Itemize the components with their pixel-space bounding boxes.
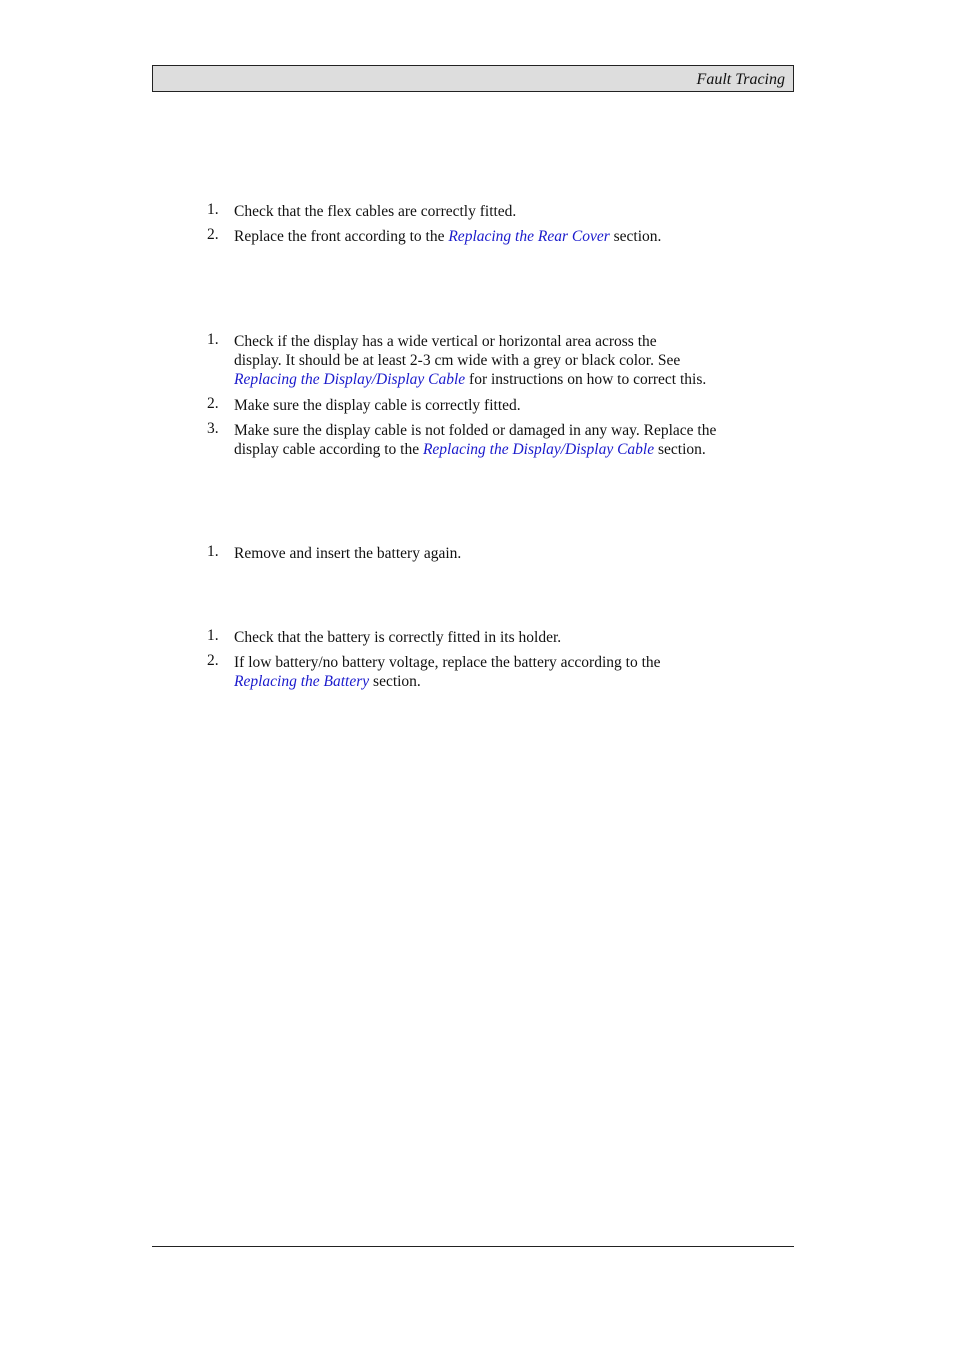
step-number: 1. xyxy=(207,543,219,560)
list-item xyxy=(207,653,767,691)
step-number: 1. xyxy=(207,331,219,348)
step-number: 1. xyxy=(207,627,219,644)
step-text: Remove and insert the battery again. xyxy=(234,545,462,562)
list-item xyxy=(207,628,767,647)
list-item xyxy=(207,544,767,563)
link-replacing-display-cable[interactable]: Replacing the Display/Display Cable xyxy=(422,441,655,458)
link-replacing-battery[interactable]: Replacing the Battery xyxy=(234,673,370,690)
step-text: Check that the battery is correctly fitted in its holder. xyxy=(234,629,562,646)
step-number: 1. xyxy=(207,201,219,218)
step-text: Make sure the display cable is not folded or damaged in any way. Replace the display cable according to the Replacing the Display/Display Cable section. xyxy=(234,422,717,458)
step-text: If low battery/no battery voltage, replace the battery according to the Replacing the Battery section. xyxy=(234,654,661,690)
list-item xyxy=(207,421,767,459)
step-text: Check that the flex cables are correctly fitted. xyxy=(234,203,517,220)
list-item xyxy=(207,332,767,389)
list-item xyxy=(207,227,767,246)
step-number: 2. xyxy=(207,652,219,669)
footer-divider xyxy=(152,1246,794,1247)
step-text: Make sure the display cable is correctly fitted. xyxy=(234,397,521,414)
link-replacing-display-cable[interactable]: Replacing the Display/Display Cable xyxy=(234,371,466,388)
list-item xyxy=(207,396,767,415)
header-title: Fault Tracing xyxy=(696,71,785,88)
list-item xyxy=(207,202,767,221)
step-text: Replace the front according to the Replacing the Rear Cover section. xyxy=(234,228,662,245)
page-header xyxy=(152,65,794,92)
link-replacing-rear-cover[interactable]: Replacing the Rear Cover xyxy=(448,228,610,245)
step-number: 2. xyxy=(207,226,219,243)
step-number: 3. xyxy=(207,420,219,437)
step-text: Check if the display has a wide vertical or horizontal area across the display. It should be at least 2-3 cm wide with a grey or black color. See Replacing the Display/Display Cable for instructions on how to correct this. xyxy=(234,333,707,388)
step-number: 2. xyxy=(207,395,219,412)
